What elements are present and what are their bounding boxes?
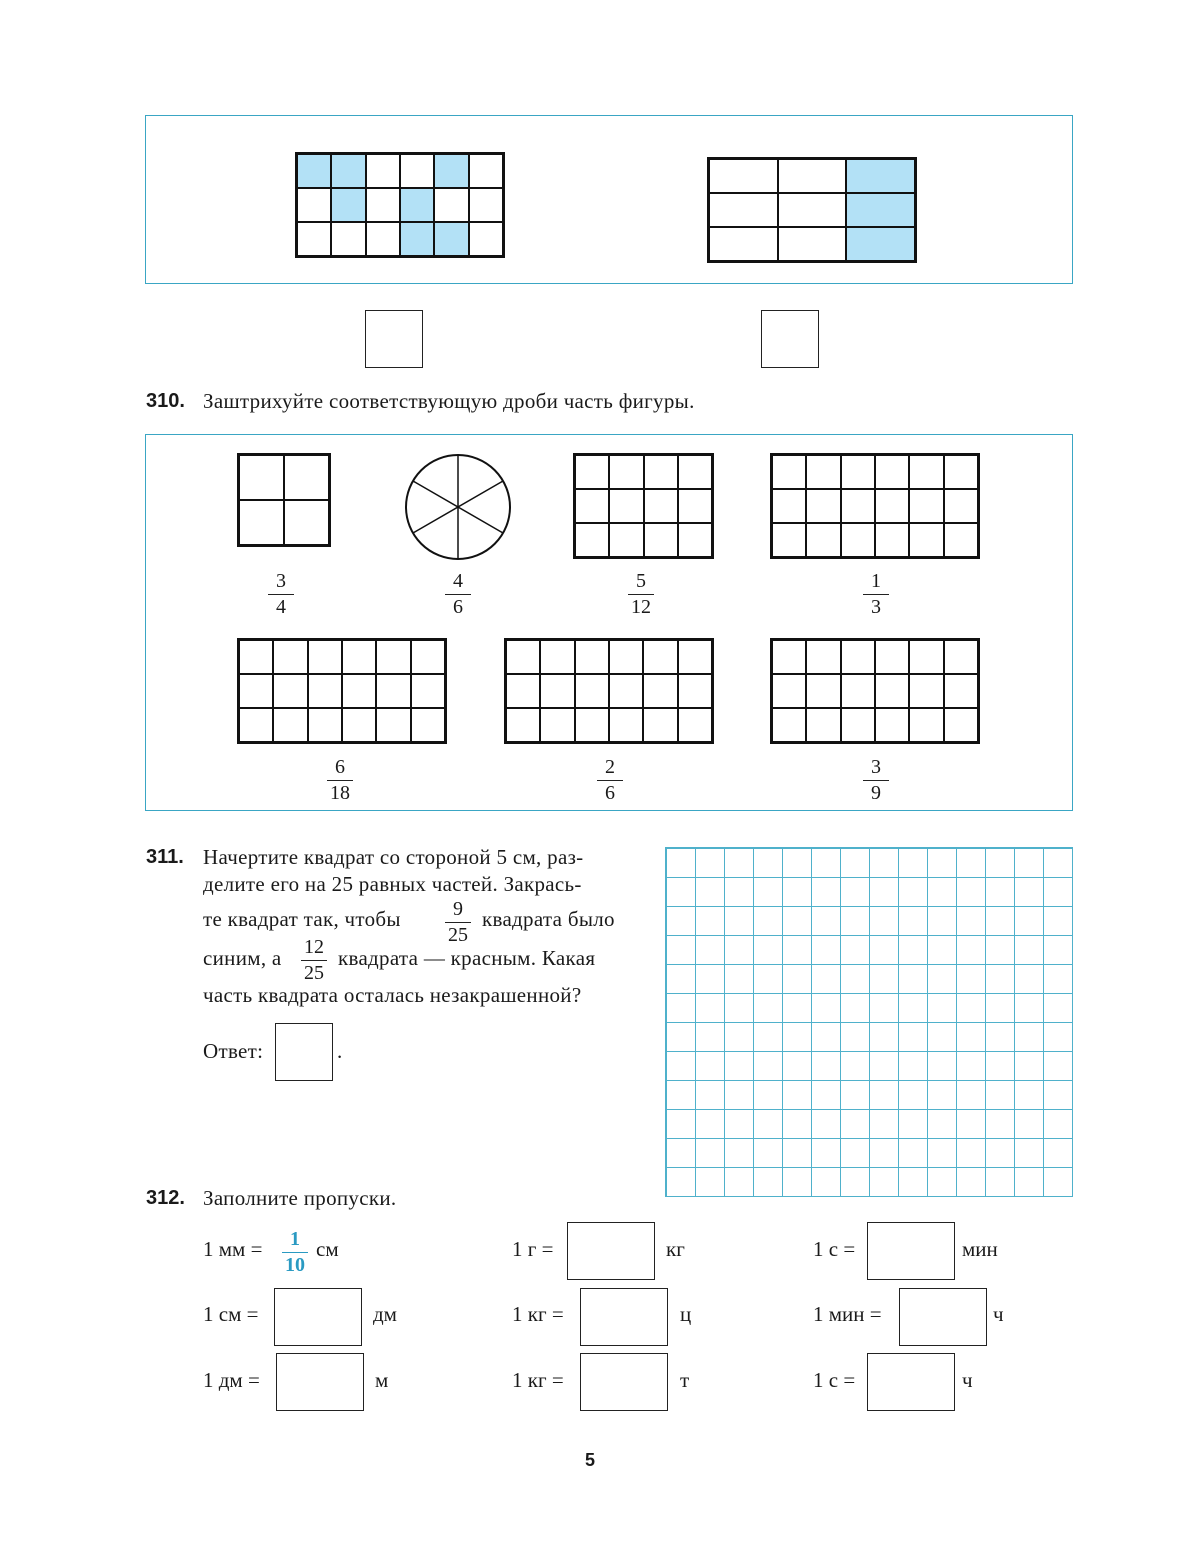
eq-dm-unit: м [375, 1368, 389, 1392]
shaded-cell [434, 154, 468, 188]
grid-cell [609, 489, 643, 523]
shaded-cell [331, 154, 365, 188]
task-310-text: Заштрихуйте соответствующую дроби часть фигуры. [203, 389, 695, 413]
eq-s-min-left: 1 с = [813, 1237, 856, 1261]
eq-kg-c-unit: ц [680, 1302, 692, 1326]
grid-cell [239, 674, 273, 708]
grid-cell [806, 523, 840, 557]
top-figures-frame [145, 115, 1073, 284]
shaded-grid-3x6 [295, 152, 505, 258]
shaded-cell [434, 222, 468, 256]
task-311-line-5: часть квадрата осталась незакрашенной? [203, 983, 582, 1007]
grid-cell [239, 455, 284, 500]
grid-3x6-figure-a[interactable] [770, 453, 980, 559]
eq-min-h-left: 1 мин = [813, 1302, 882, 1326]
fraction-1-3: 1 3 [846, 570, 906, 618]
grid-cell [875, 674, 909, 708]
grid-cell [678, 523, 712, 557]
grid-cell [575, 708, 609, 742]
grid-cell [841, 455, 875, 489]
grid-3x6-figure-d[interactable] [770, 638, 980, 744]
task-311-answer-dot: . [337, 1039, 343, 1063]
eq-cm-input[interactable] [274, 1288, 362, 1346]
grid-cell [273, 708, 307, 742]
grid-cell [609, 523, 643, 557]
grid-cell [841, 674, 875, 708]
grid-cell [331, 222, 365, 256]
grid-cell [284, 455, 329, 500]
grid-cell [806, 640, 840, 674]
answer-box-left-figure[interactable] [365, 310, 423, 368]
shaded-cell [846, 159, 915, 193]
grid-cell [575, 489, 609, 523]
grid-cell [772, 640, 806, 674]
shaded-cell [297, 154, 331, 188]
grid-cell [841, 708, 875, 742]
grid-cell [609, 674, 643, 708]
grid-cell [376, 640, 410, 674]
grid-cell [772, 489, 806, 523]
grid-cell [806, 708, 840, 742]
eq-min-h-unit: ч [993, 1302, 1004, 1326]
grid-cell [643, 674, 677, 708]
task-311-answer-box[interactable] [275, 1023, 333, 1081]
grid-cell [540, 674, 574, 708]
eq-kg-t-input[interactable] [580, 1353, 668, 1411]
answer-box-right-figure[interactable] [761, 310, 819, 368]
grid-cell [575, 674, 609, 708]
grid-cell [709, 193, 778, 227]
grid-cell [841, 640, 875, 674]
grid-cell [297, 188, 331, 222]
fraction-2-6: 2 6 [580, 756, 640, 804]
eq-dm-input[interactable] [276, 1353, 364, 1411]
shaded-cell [846, 227, 915, 261]
fraction-12-25: 12 25 [294, 936, 334, 984]
shaded-cell [400, 188, 434, 222]
eq-g-input[interactable] [567, 1222, 655, 1280]
eq-s-min-input[interactable] [867, 1222, 955, 1280]
task-311-number: 311. [146, 846, 184, 868]
grid-cell [342, 640, 376, 674]
grid-cell [366, 154, 400, 188]
grid-cell [376, 674, 410, 708]
task-311-line-3b: квадрата было [482, 907, 615, 931]
grid-cell [678, 640, 712, 674]
task-311-answer-label: Ответ: [203, 1039, 264, 1063]
grid-cell [678, 489, 712, 523]
grid-cell [944, 455, 978, 489]
grid-cell [575, 640, 609, 674]
grid-cell [772, 523, 806, 557]
grid-cell [469, 222, 503, 256]
grid-cell [909, 489, 943, 523]
grid-cell [284, 500, 329, 545]
grid-cell [709, 159, 778, 193]
grid-cell [239, 708, 273, 742]
eq-kg-t-left: 1 кг = [512, 1368, 564, 1392]
task-311-line-4b: квадрата — красным. Какая [338, 946, 596, 970]
graph-paper-area[interactable] [665, 847, 1073, 1197]
grid-cell [944, 708, 978, 742]
grid-cell [506, 640, 540, 674]
shaded-cell [846, 193, 915, 227]
grid-cell [308, 674, 342, 708]
grid-cell [411, 708, 445, 742]
grid-cell [540, 640, 574, 674]
shaded-cell [400, 222, 434, 256]
grid-cell [273, 674, 307, 708]
circle-6-sectors-figure[interactable] [403, 452, 513, 562]
grid-3x4-figure[interactable] [573, 453, 714, 559]
grid-3x6-figure-b[interactable] [237, 638, 447, 744]
grid-cell [909, 455, 943, 489]
example-unit: см [316, 1237, 339, 1261]
grid-cell [342, 708, 376, 742]
task-311-line-3a: те квадрат так, чтобы [203, 907, 401, 931]
eq-cm-unit: дм [373, 1302, 397, 1326]
square-2x2-figure[interactable] [237, 453, 331, 547]
task-312-text: Заполните пропуски. [203, 1186, 397, 1210]
grid-cell [239, 500, 284, 545]
grid-cell [273, 640, 307, 674]
grid-cell [644, 523, 678, 557]
grid-cell [875, 708, 909, 742]
grid-cell [909, 708, 943, 742]
eq-cm-left: 1 см = [203, 1302, 259, 1326]
grid-cell [366, 222, 400, 256]
eq-kg-c-left: 1 кг = [512, 1302, 564, 1326]
fraction-3-4: 3 4 [251, 570, 311, 618]
grid-cell [772, 674, 806, 708]
grid-cell [506, 708, 540, 742]
grid-cell [944, 640, 978, 674]
eq-s-min-unit: мин [962, 1237, 998, 1261]
grid-cell [875, 489, 909, 523]
eq-s-h-unit: ч [962, 1368, 973, 1392]
example-fraction-1-10: 1 10 [275, 1228, 315, 1276]
grid-cell [469, 154, 503, 188]
grid-cell [308, 640, 342, 674]
grid-cell [772, 455, 806, 489]
grid-cell [411, 640, 445, 674]
grid-cell [506, 674, 540, 708]
eq-s-h-input[interactable] [867, 1353, 955, 1411]
grid-cell [806, 674, 840, 708]
shaded-cell [331, 188, 365, 222]
eq-kg-c-input[interactable] [580, 1288, 668, 1346]
eq-s-h-left: 1 с = [813, 1368, 856, 1392]
fraction-9-25: 9 25 [438, 898, 478, 946]
grid-cell [643, 640, 677, 674]
grid-cell [806, 455, 840, 489]
grid-cell [609, 708, 643, 742]
grid-cell [909, 640, 943, 674]
eq-dm-left: 1 дм = [203, 1368, 260, 1392]
grid-cell [944, 523, 978, 557]
task-310-number: 310. [146, 390, 185, 412]
grid-cell [678, 455, 712, 489]
eq-min-h-input[interactable] [899, 1288, 987, 1346]
eq-g-left: 1 г = [512, 1237, 554, 1261]
grid-cell [609, 640, 643, 674]
grid-cell [434, 188, 468, 222]
grid-cell [342, 674, 376, 708]
grid-cell [376, 708, 410, 742]
task-312-number: 312. [146, 1187, 185, 1209]
eq-g-unit: кг [666, 1237, 685, 1261]
grid-cell [909, 674, 943, 708]
fraction-3-9: 3 9 [846, 756, 906, 804]
eq-kg-t-unit: т [680, 1368, 690, 1392]
grid-cell [709, 227, 778, 261]
grid-cell [875, 455, 909, 489]
grid-cell [308, 708, 342, 742]
grid-cell [778, 193, 847, 227]
grid-cell [411, 674, 445, 708]
task-311-line-1: Начертите квадрат со стороной 5 см, раз- [203, 845, 584, 869]
fraction-6-18: 6 18 [310, 756, 370, 804]
grid-cell [875, 640, 909, 674]
grid-cell [778, 159, 847, 193]
grid-cell [644, 489, 678, 523]
grid-cell [239, 640, 273, 674]
grid-cell [778, 227, 847, 261]
grid-cell [366, 188, 400, 222]
grid-3x6-figure-c[interactable] [504, 638, 714, 744]
grid-cell [643, 708, 677, 742]
grid-cell [678, 708, 712, 742]
grid-cell [469, 188, 503, 222]
grid-cell [400, 154, 434, 188]
grid-cell [297, 222, 331, 256]
grid-cell [678, 674, 712, 708]
grid-cell [841, 523, 875, 557]
fraction-4-6: 4 6 [428, 570, 488, 618]
grid-cell [609, 455, 643, 489]
shaded-grid-3x3 [707, 157, 917, 263]
grid-cell [875, 523, 909, 557]
page-number: 5 [585, 1450, 596, 1470]
task-311-line-4a: синим, а [203, 946, 282, 970]
grid-cell [944, 489, 978, 523]
grid-cell [909, 523, 943, 557]
grid-cell [540, 708, 574, 742]
grid-cell [806, 489, 840, 523]
grid-cell [575, 523, 609, 557]
grid-cell [944, 674, 978, 708]
grid-cell [644, 455, 678, 489]
grid-cell [575, 455, 609, 489]
example-left: 1 мм = [203, 1237, 263, 1261]
grid-cell [772, 708, 806, 742]
fraction-5-12: 5 12 [611, 570, 671, 618]
grid-cell [841, 489, 875, 523]
task-311-line-2: делите его на 25 равных частей. Закрась- [203, 872, 582, 896]
